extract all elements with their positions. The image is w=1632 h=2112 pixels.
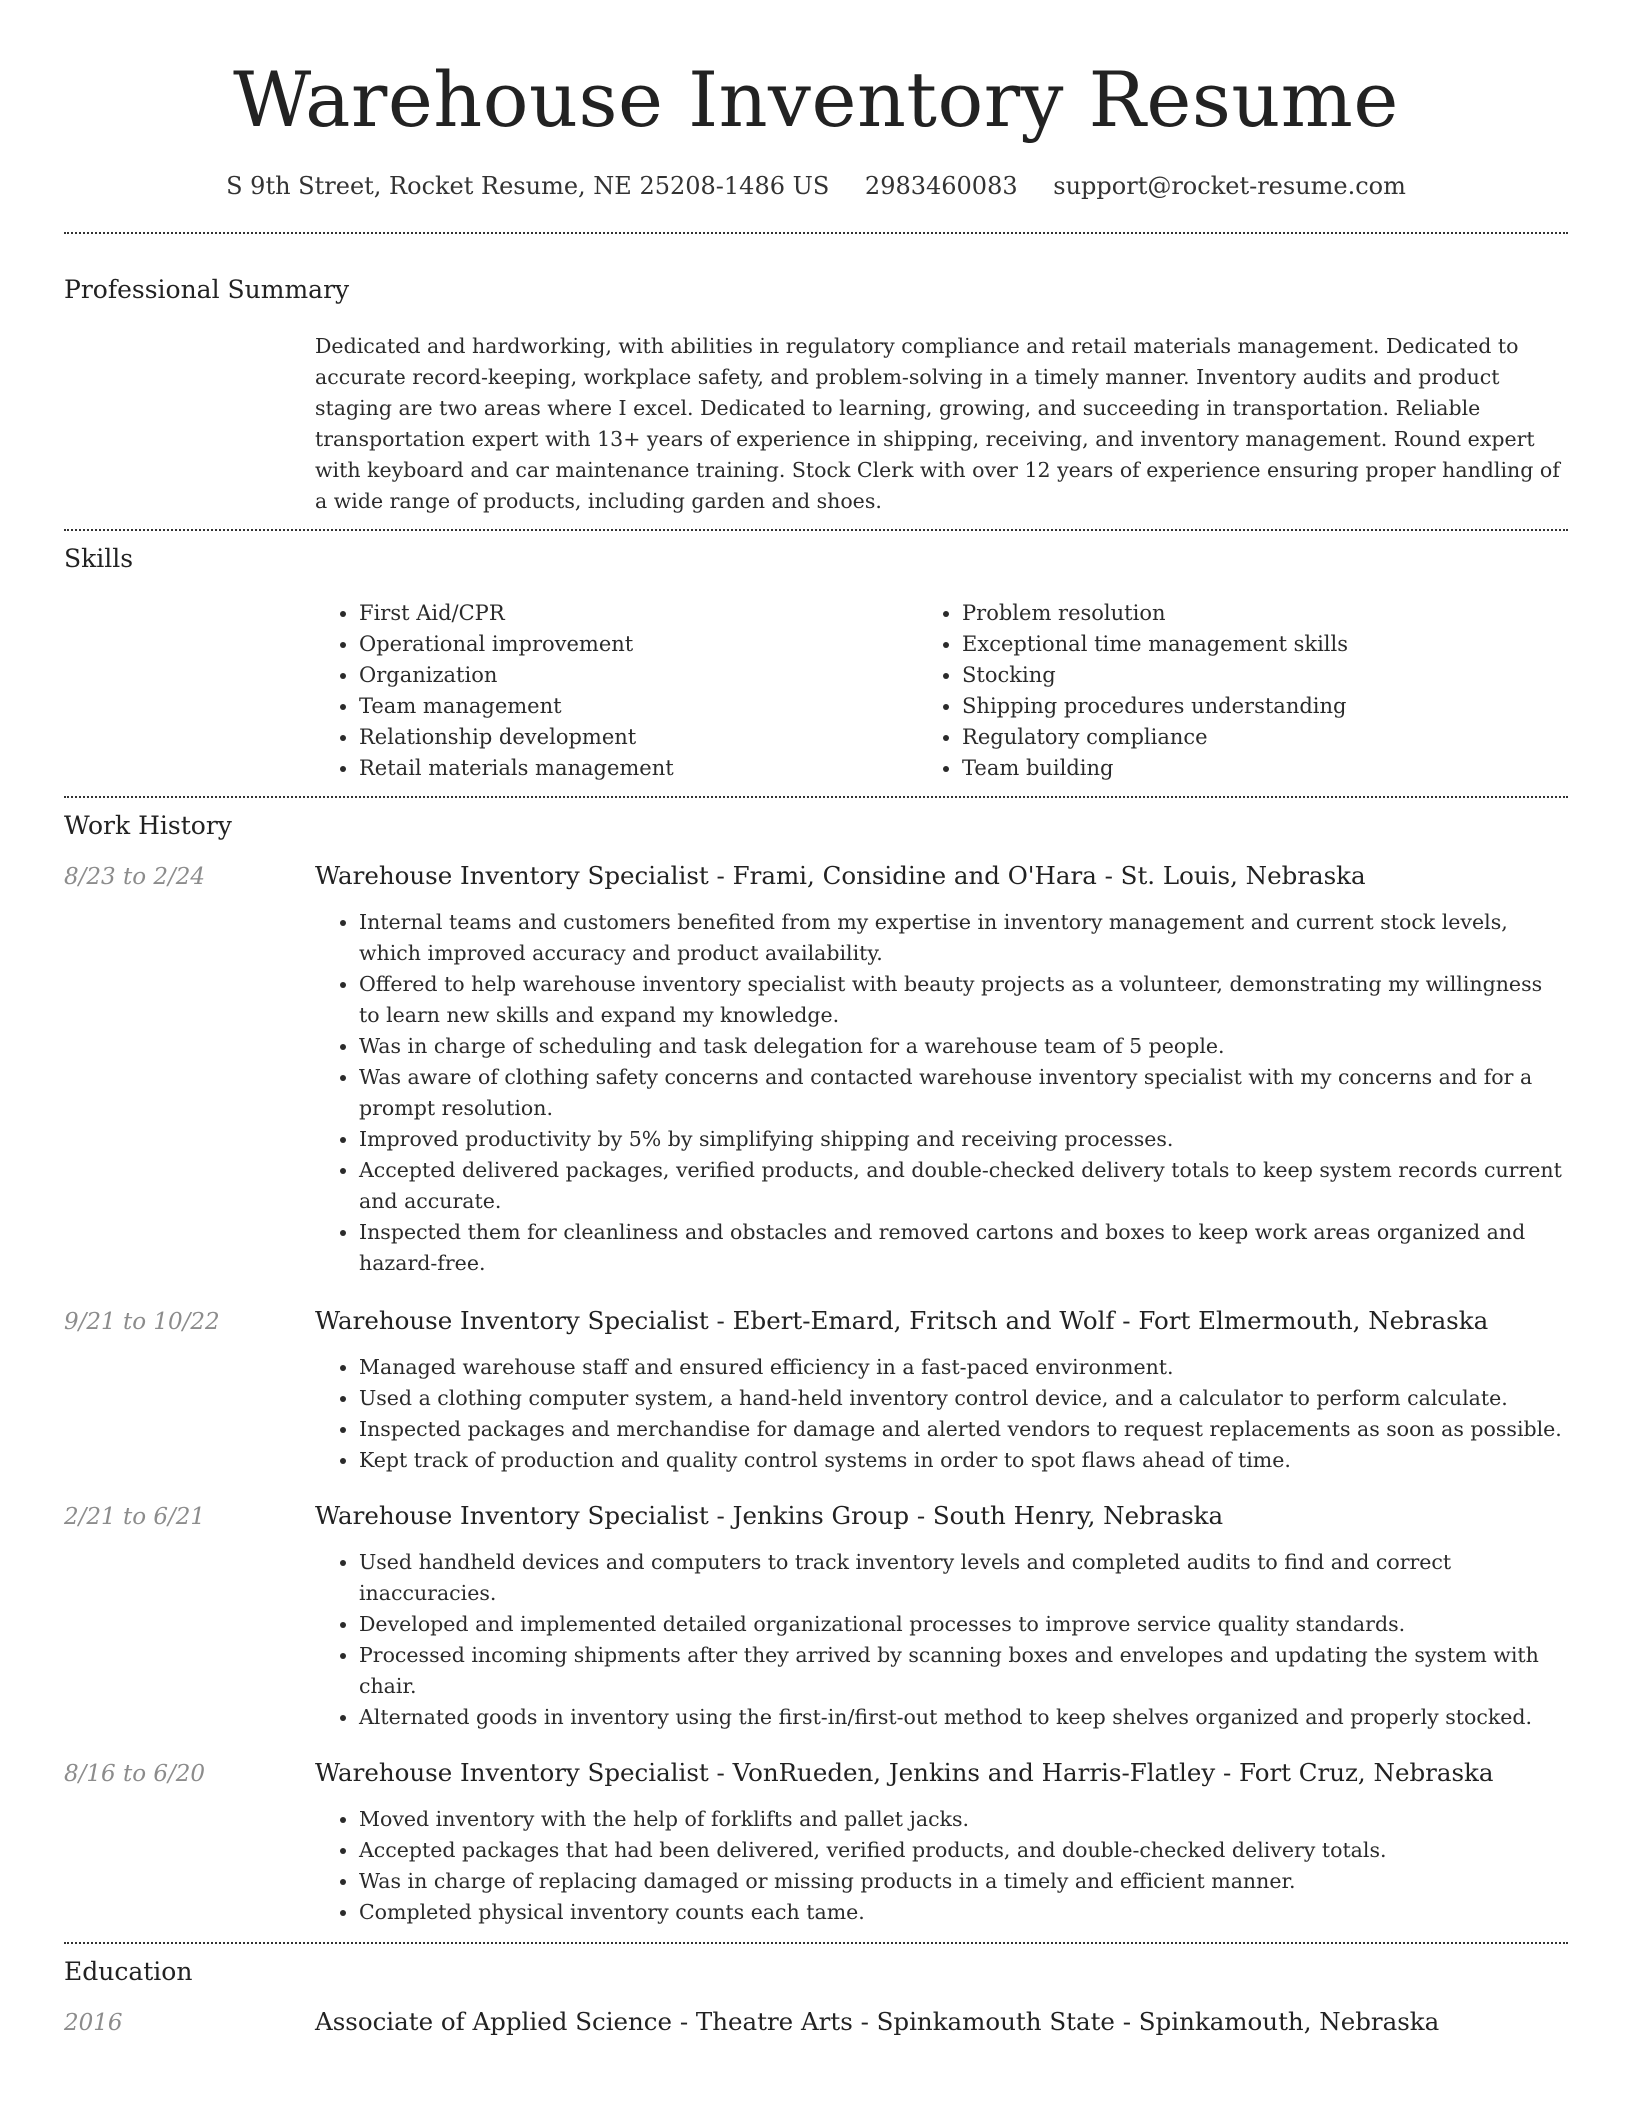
- contact-line: [64, 170, 1568, 202]
- skill-item: • Team building: [962, 753, 1568, 784]
- job-bullet: • Managed warehouse staff and ensured efficiency in a fast-paced environment.: [359, 1352, 1568, 1383]
- skills-column-right: [918, 598, 1568, 784]
- skill-item: • Problem resolution: [962, 598, 1568, 629]
- resume-page: [64, 0, 1568, 2039]
- job-bullet: • Internal teams and customers benefited from my expertise in inventory management and current stock levels, which improved accuracy and product availability.: [359, 907, 1568, 969]
- job-bullet: • Was in charge of scheduling and task delegation for a warehouse team of 5 people.: [359, 1031, 1568, 1062]
- job-dates: 8/16 to 6/20: [64, 1761, 206, 1787]
- skill-item: • First Aid/CPR: [359, 598, 918, 629]
- divider: [64, 529, 1568, 531]
- summary-text: Dedicated and hardworking, with abilities in regulatory compliance and retail materials management. Dedicated to accurate record-keeping, workplace safety, and problem-solving in a timely manner. Inventory audits and product staging are two areas where I excel. Dedicated to learning, growing, and succeeding in transportation. Reliable transportation expert with 13+ years of experience in shipping, receiving, and inventory management. Round expert with keyboard and car maintenance training. Stock Clerk with over 12 years of experience ensuring proper handling of a wide range of products, including garden and shoes.: [315, 334, 1560, 513]
- education-title: Associate of Applied Science - Theatre Arts - Spinkamouth State - Spinkamouth, Nebraska: [315, 2007, 1440, 2036]
- job-bullet: • Processed incoming shipments after they arrived by scanning boxes and envelopes and updating the system with chair.: [359, 1640, 1568, 1702]
- work-history: [64, 860, 1568, 1928]
- job-title: Warehouse Inventory Specialist - Jenkins Group - South Henry, Nebraska: [315, 1501, 1224, 1530]
- divider: [64, 232, 1568, 234]
- skill-item: • Shipping procedures understanding: [962, 691, 1568, 722]
- job-title: Warehouse Inventory Specialist - Ebert-Emard, Fritsch and Wolf - Fort Elmermouth, Nebraska: [315, 1306, 1489, 1335]
- job-bullets: [315, 1547, 1568, 1733]
- education-entry: [64, 2006, 1568, 2039]
- skill-item: • Exceptional time management skills: [962, 629, 1568, 660]
- contact-address: S 9th Street, Rocket Resume, NE 25208-1486 US: [226, 172, 830, 200]
- job-entry-header: [64, 1757, 1568, 1790]
- contact-email[interactable]: support@rocket-resume.com: [1053, 172, 1406, 200]
- job-bullet: • Improved productivity by 5% by simplifying shipping and receiving processes.: [359, 1124, 1568, 1155]
- job-bullet: • Inspected them for cleanliness and obstacles and removed cartons and boxes to keep work areas organized and hazard-free.: [359, 1217, 1568, 1279]
- job-bullet: • Completed physical inventory counts each tame.: [359, 1897, 1568, 1928]
- section-heading-work: Work History: [64, 811, 232, 840]
- skill-item: • Operational improvement: [359, 629, 918, 660]
- job-bullet: • Developed and implemented detailed organizational processes to improve service quality standards.: [359, 1609, 1568, 1640]
- contact-phone: 2983460083: [864, 172, 1018, 200]
- skills-column-left: [315, 598, 918, 784]
- education-list: [64, 2006, 1568, 2039]
- job-entry-header: [64, 1305, 1568, 1338]
- job-bullets: [315, 1804, 1568, 1928]
- job-bullet: • Alternated goods in inventory using the first-in/first-out method to keep shelves organized and properly stocked.: [359, 1702, 1568, 1733]
- job-bullets: [315, 1352, 1568, 1476]
- section-heading-skills: Skills: [64, 544, 134, 573]
- job-bullet: • Accepted delivered packages, verified products, and double-checked delivery totals to keep system records current and accurate.: [359, 1155, 1568, 1217]
- job-bullet: • Offered to help warehouse inventory specialist with beauty projects as a volunteer, demonstrating my willingness to learn new skills and expand my knowledge.: [359, 969, 1568, 1031]
- job-bullet: • Was in charge of replacing damaged or missing products in a timely and efficient manner.: [359, 1866, 1568, 1897]
- divider: [64, 1942, 1568, 1944]
- skills-list: [315, 598, 1568, 784]
- job-bullet: • Inspected packages and merchandise for damage and alerted vendors to request replacements as soon as possible.: [359, 1414, 1568, 1445]
- job-bullet: • Moved inventory with the help of forklifts and pallet jacks.: [359, 1804, 1568, 1835]
- job-entry-header: [64, 1500, 1568, 1533]
- job-title: Warehouse Inventory Specialist - VonRueden, Jenkins and Harris-Flatley - Fort Cruz, Nebraska: [315, 1758, 1494, 1787]
- job-title: Warehouse Inventory Specialist - Frami, Considine and O'Hara - St. Louis, Nebraska: [315, 861, 1366, 890]
- skill-item: • Team management: [359, 691, 918, 722]
- skill-item: • Regulatory compliance: [962, 722, 1568, 753]
- skill-item: • Organization: [359, 660, 918, 691]
- job-bullet: • Was aware of clothing safety concerns and contacted warehouse inventory specialist with my concerns and for a prompt resolution.: [359, 1062, 1568, 1124]
- job-entry-header: [64, 860, 1568, 893]
- job-bullet: • Used handheld devices and computers to track inventory levels and completed audits to find and correct inaccuracies.: [359, 1547, 1568, 1609]
- job-bullets: [315, 907, 1568, 1279]
- job-dates: 8/23 to 2/24: [64, 864, 206, 890]
- job-dates: 2/21 to 6/21: [64, 1504, 206, 1530]
- job-bullet: • Kept track of production and quality control systems in order to spot flaws ahead of time.: [359, 1445, 1568, 1476]
- job-bullet: • Used a clothing computer system, a hand-held inventory control device, and a calculator to perform calculate.: [359, 1383, 1568, 1414]
- skill-item: • Retail materials management: [359, 753, 918, 784]
- job-dates: 9/21 to 10/22: [64, 1309, 220, 1335]
- skill-item: • Relationship development: [359, 722, 918, 753]
- divider: [64, 796, 1568, 798]
- section-heading-summary: Professional Summary: [64, 275, 350, 304]
- resume-title: Warehouse Inventory Resume: [233, 55, 1399, 144]
- section-heading-education: Education: [64, 1957, 193, 1986]
- education-year: 2016: [64, 2010, 123, 2036]
- skill-item: • Stocking: [962, 660, 1568, 691]
- job-bullet: • Accepted packages that had been delivered, verified products, and double-checked delivery totals.: [359, 1835, 1568, 1866]
